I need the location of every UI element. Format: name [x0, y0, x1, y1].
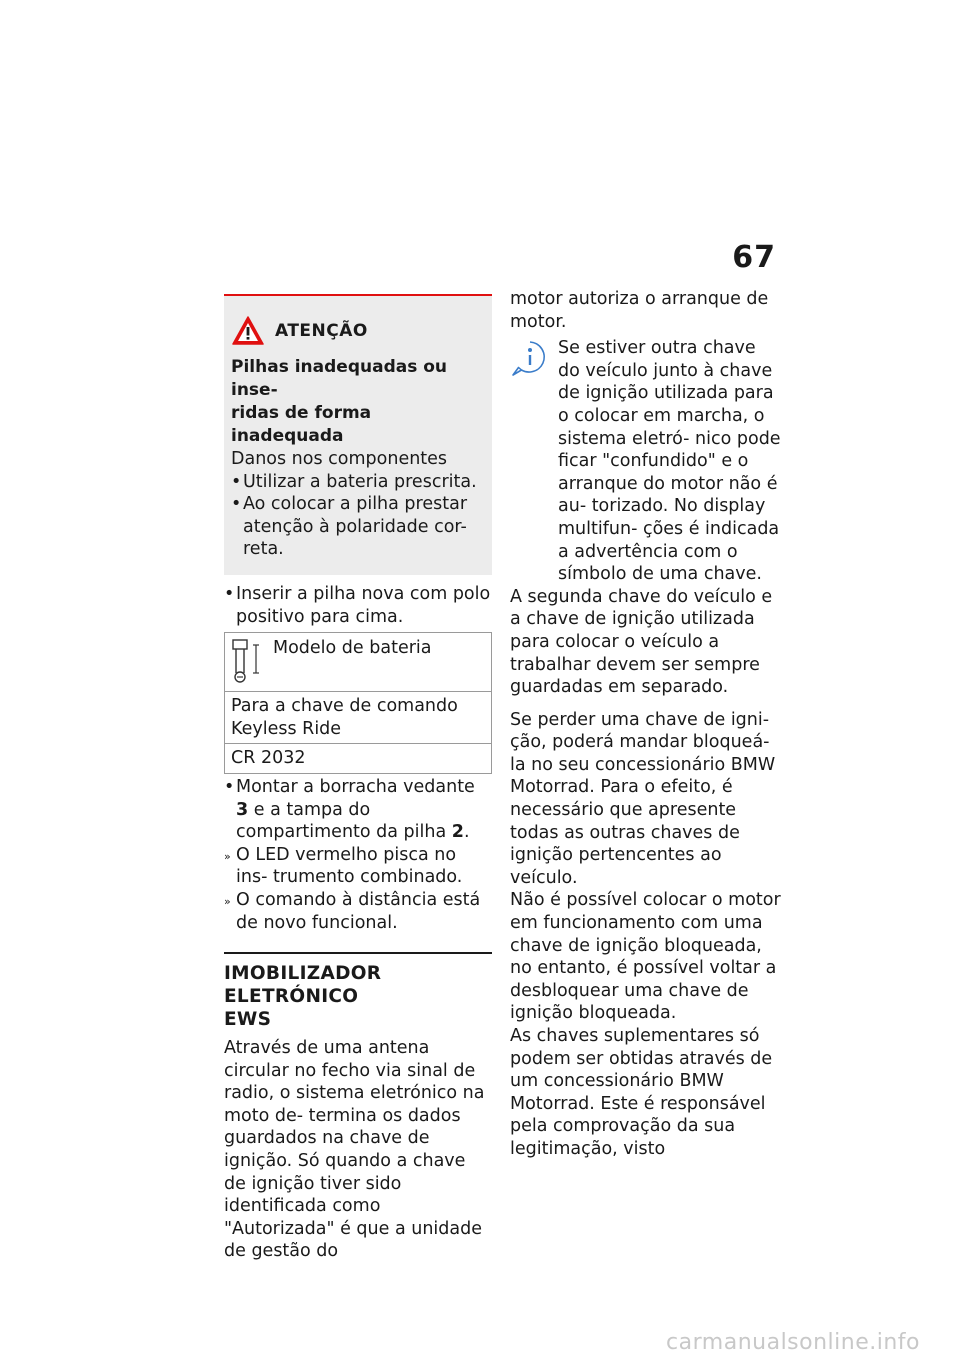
paragraph: A segunda chave do veículo e a chave de ignição utilizada para colocar o veículo a trabalhar devem ser sempre guardadas em separado. — [510, 586, 773, 698]
warning-bullet: • Ao colocar a pilha prestar atenção à polaridade cor- reta. — [231, 493, 485, 561]
warning-title: ATENÇÃO — [275, 321, 368, 341]
section-title-line-2: EWS — [224, 1009, 272, 1031]
result-item: » O LED vermelho pisca no ins- trumento combinado. — [224, 844, 492, 889]
warning-triangle-icon — [231, 315, 265, 347]
step-mount-ref-a: 3 — [236, 799, 249, 820]
info-note-text: Se estiver outra chave do veículo junto à chave de ignição utilizada para o colocar em marcha, o sistema eletró- nico pode ficar "confundido" e o arranque do motor não é au- torizado. No display multifun- ções é indicada a advertência com o símbolo de uma chave. — [558, 338, 781, 585]
info-note — [510, 337, 782, 586]
step-insert: • Inserir a pilha nova com polo positivo para cima. — [224, 583, 491, 627]
info-icon — [510, 339, 550, 379]
warning-header — [231, 314, 485, 348]
warning-subtitle-line-2: ridas de forma inadequada — [231, 403, 372, 446]
spec-table — [224, 632, 492, 774]
result-item: » O comando à distância está de novo funcional. — [224, 889, 492, 934]
section-paragraph: Através de uma antena circular no fecho via sinal de radio, o sistema eletrónico na moto de- termina os dados guardados na chave de ignição. Só quando a chave de ignição tiver sido identificada como "Autorizada" é que a unidade de gestão do — [224, 1038, 485, 1262]
warning-subtitle-line-1: Pilhas inadequadas ou inse- — [231, 357, 448, 400]
warning-bullet-text: Ao colocar a pilha prestar atenção à polaridade cor- reta. — [243, 494, 468, 560]
paragraph: Não é possível colocar o motor em funcionamento com uma chave de ignição bloqueada, no entanto, é possível voltar a desbloquear uma chave de ignição bloqueada. — [510, 890, 781, 1024]
section-title-line-1: IMOBILIZADOR ELETRÓNICO — [224, 963, 382, 1008]
paragraph: Se perder uma chave de igni- ção, poderá mandar bloqueá- la no seu concessionário BMW Motorrad. Para o efeito, é necessário que apresente todas as outras chaves de ignição pertencentes ao veículo. — [510, 709, 776, 888]
paragraph: As chaves suplementares só podem ser obtidas através de um concessionário BMW Motorrad. Este é responsável pela comprovação da sua legitimação, visto — [510, 1026, 773, 1159]
step-mount-text-c: . — [463, 822, 470, 843]
battery-icon — [229, 637, 263, 685]
result-text: O LED vermelho pisca no ins- trumento combinado. — [236, 844, 463, 888]
step-mount-ref-b: 2 — [451, 822, 464, 843]
spec-table-header — [225, 633, 491, 691]
step-insert-text: Inserir a pilha nova com polo positivo para cima. — [236, 583, 491, 627]
step-mount-text — [236, 776, 492, 844]
right-column — [510, 288, 782, 1161]
section-divider — [224, 952, 492, 954]
section-title — [224, 962, 492, 1031]
left-column — [224, 294, 492, 1263]
page-number: 67 — [732, 240, 776, 275]
warning-box — [224, 294, 492, 575]
warning-subtitle — [231, 356, 485, 448]
continuation-text: motor autoriza o arranque de motor. — [510, 289, 769, 332]
spec-table-header-label: Modelo de bateria — [273, 638, 432, 659]
step-mount-text-a: Montar a borracha vedante — [236, 776, 475, 797]
result-text: O comando à distância está de novo funcional. — [236, 889, 481, 933]
warning-bullet: • Utilizar a bateria prescrita. — [231, 471, 477, 492]
spec-table-condition: Para a chave de comando Keyless Ride — [225, 691, 491, 743]
step-mount: • Montar a borracha vedante 3 e a tampa do compartimento da pilha 2. — [224, 776, 492, 844]
warning-bullet-text: Utilizar a bateria prescrita. — [243, 471, 477, 492]
step-mount-text-b: e a tampa do compartimento da pilha — [236, 799, 452, 843]
warning-line: Danos nos componentes — [231, 449, 448, 469]
watermark: carmanualsonline.info — [666, 1330, 920, 1355]
spec-table-value: CR 2032 — [225, 743, 491, 773]
